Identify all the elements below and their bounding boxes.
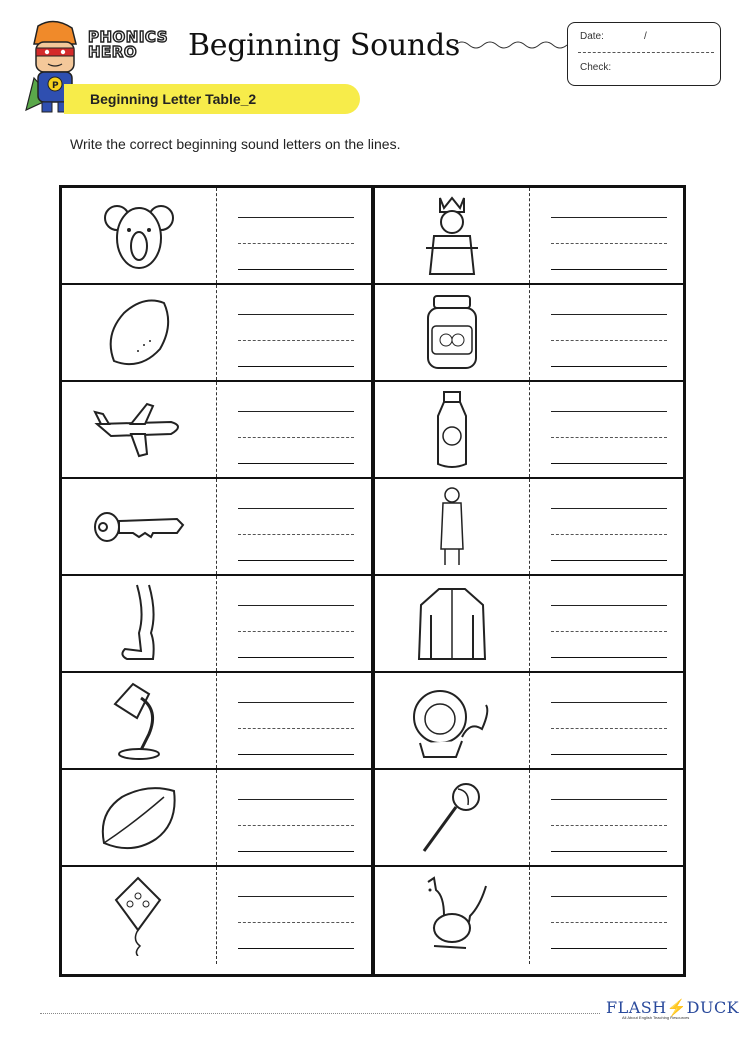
table-row <box>375 576 683 673</box>
svg-text:P: P <box>52 81 59 91</box>
juice-bottle-icon <box>434 390 470 470</box>
picture-cell <box>375 285 530 380</box>
king-icon <box>424 194 480 278</box>
picture-cell <box>375 770 530 865</box>
lightning-icon: ⚡ <box>666 1000 687 1017</box>
airplane-icon <box>91 400 187 460</box>
table-row <box>375 479 683 576</box>
lemon-icon <box>104 295 174 371</box>
right-column <box>375 188 683 974</box>
table-row <box>375 673 683 770</box>
wave-divider-icon <box>455 38 567 52</box>
picture-cell <box>375 673 530 768</box>
brand-line2: HERO <box>88 43 138 61</box>
table-row <box>62 576 371 673</box>
jam-jar-icon <box>424 294 480 372</box>
leaf-icon <box>98 783 180 853</box>
judge-icon <box>437 485 467 569</box>
writing-lines[interactable] <box>238 285 354 380</box>
table-row <box>62 770 371 867</box>
page-title: Beginning Sounds <box>188 28 460 63</box>
picture-cell <box>62 285 217 380</box>
left-column <box>62 188 371 974</box>
writing-lines[interactable] <box>238 673 354 768</box>
table-row <box>375 382 683 479</box>
picture-cell <box>375 188 530 283</box>
table-row <box>62 188 371 285</box>
writing-lines[interactable] <box>551 188 667 283</box>
kangaroo-icon <box>414 876 490 956</box>
picture-cell <box>62 673 217 768</box>
writing-lines[interactable] <box>551 673 667 768</box>
table-row <box>375 285 683 382</box>
table-row <box>62 673 371 770</box>
table-row <box>62 867 371 964</box>
table-row <box>375 770 683 867</box>
subtitle: Beginning Letter Table_2 <box>90 91 257 107</box>
date-separator: / <box>644 31 647 42</box>
picture-cell <box>375 479 530 574</box>
picture-cell <box>62 867 217 964</box>
picture-cell <box>375 867 530 964</box>
lollipop-icon <box>420 781 484 855</box>
picture-cell <box>62 770 217 865</box>
lion-icon <box>410 681 494 761</box>
flashduck-logo <box>606 998 740 1024</box>
instruction-text: Write the correct beginning sound letters on the lines. <box>70 136 401 152</box>
writing-lines[interactable] <box>551 285 667 380</box>
writing-lines[interactable] <box>238 576 354 671</box>
writing-lines[interactable] <box>238 479 354 574</box>
date-divider <box>578 52 714 53</box>
picture-cell <box>62 188 217 283</box>
table-row <box>375 188 683 285</box>
picture-cell <box>62 479 217 574</box>
kite-icon <box>114 876 164 956</box>
picture-cell <box>62 382 217 477</box>
table-row <box>375 867 683 964</box>
picture-cell <box>62 576 217 671</box>
leg-icon <box>117 583 161 665</box>
picture-cell <box>375 576 530 671</box>
writing-lines[interactable] <box>551 382 667 477</box>
brand-line1: PHONICS <box>88 28 169 46</box>
subtitle-banner <box>64 84 360 114</box>
footer-brand-right: DUCK <box>686 998 740 1017</box>
worksheet-table <box>59 185 686 977</box>
table-row <box>62 285 371 382</box>
table-row <box>62 382 371 479</box>
date-check-box <box>567 22 721 86</box>
writing-lines[interactable] <box>551 867 667 964</box>
writing-lines[interactable] <box>551 770 667 865</box>
footer-tagline: All About English Teaching Resources <box>622 1015 690 1020</box>
koala-icon <box>103 196 175 276</box>
date-label: Date: <box>580 31 604 42</box>
phonics-hero-logo <box>88 30 180 70</box>
writing-lines[interactable] <box>238 867 354 964</box>
picture-cell <box>375 382 530 477</box>
check-label: Check: <box>580 62 612 73</box>
writing-lines[interactable] <box>238 188 354 283</box>
writing-lines[interactable] <box>238 382 354 477</box>
writing-lines[interactable] <box>551 479 667 574</box>
footer-divider <box>40 1013 600 1014</box>
jacket-icon <box>417 585 487 663</box>
footer-brand-left: FLASH <box>606 998 667 1017</box>
writing-lines[interactable] <box>238 770 354 865</box>
table-row <box>62 479 371 576</box>
key-icon <box>93 507 185 547</box>
lamp-icon <box>109 680 169 762</box>
writing-lines[interactable] <box>551 576 667 671</box>
